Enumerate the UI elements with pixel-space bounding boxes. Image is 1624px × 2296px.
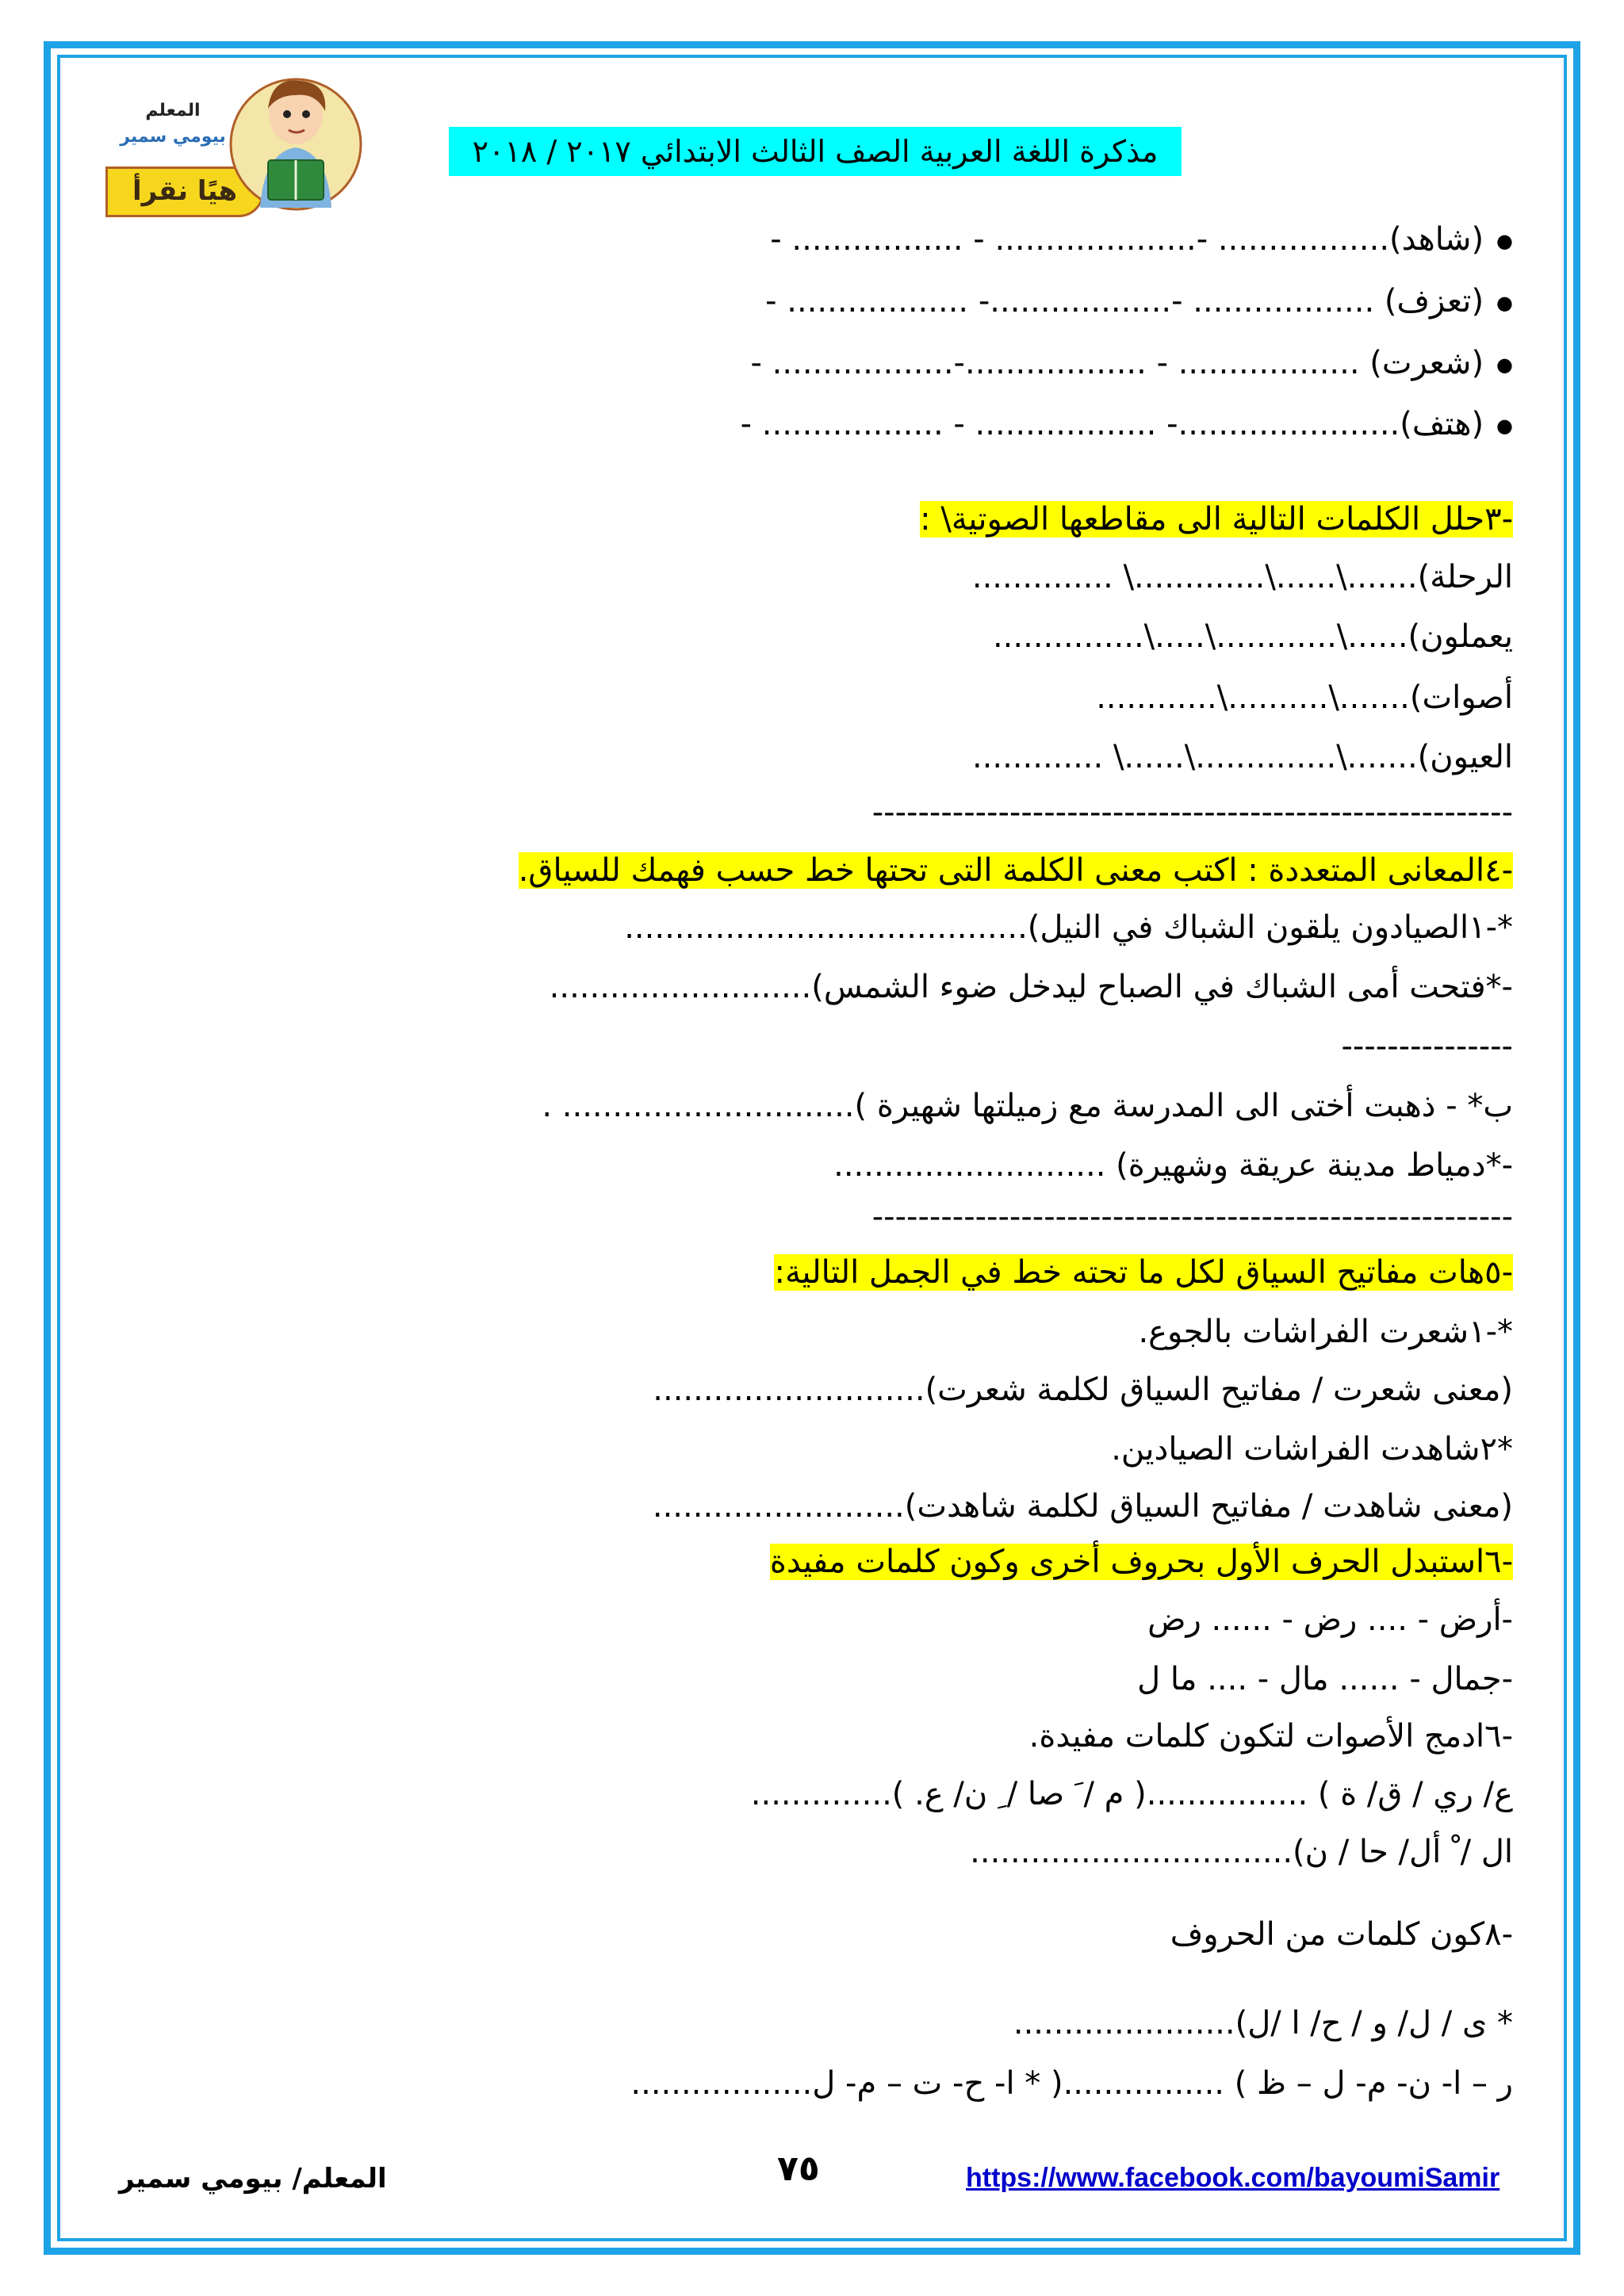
reading-boy-illustration xyxy=(228,65,363,224)
separator: --------------- xyxy=(1341,1028,1513,1065)
exercise-line: -٦ادمج الأصوات لتكون كلمات مفيدة. xyxy=(1028,1718,1513,1755)
exercise-line: ال / ْ أل/ حا / ن)................................ xyxy=(970,1834,1513,1870)
page-number: ٧٥ xyxy=(777,2149,820,2189)
syllable-line: أصوات).......\..........\............ xyxy=(1096,679,1513,716)
exercise-line: *-١الصيادون يلقون الشباك في النيل)........................................ xyxy=(624,909,1513,946)
page-title: مذكرة اللغة العربية الصف الثالث الابتدائي ٢٠١٧ / ٢٠١٨ xyxy=(449,127,1182,176)
exercise-line: -*دمياط مدينة عريقة وشهيرة) ........................... xyxy=(833,1147,1513,1184)
section-5-heading-text: -٥هات مفاتيح السياق لكل ما تحته خط في الجمل التالية: xyxy=(774,1254,1513,1291)
bullet-line: ● (شاهد)................. -.................... - ................. - xyxy=(770,216,1513,265)
exercise-line: -أرض - .... رض - ...... رض xyxy=(1147,1601,1513,1638)
exercise-line: (معنى شعرت / مفاتيح السياق لكلمة شعرت)........................... xyxy=(653,1372,1513,1408)
lets-read-badge: هيًا نقرأ xyxy=(105,166,264,217)
section-8-heading: -٨كون كلمات من الحروف xyxy=(1170,1916,1513,1953)
section-6-heading xyxy=(770,1538,1513,1586)
bullet-line: ● (شعرت) .................. - ..................-.................. - xyxy=(751,339,1513,388)
section-3-heading xyxy=(920,496,1513,543)
footer-teacher-name: المعلم/ بيومي سمير xyxy=(119,2163,387,2195)
separator: -------------------------------------------------------- xyxy=(871,1199,1513,1235)
teacher-logo xyxy=(102,65,363,232)
facebook-link[interactable]: https://www.facebook.com/bayoumiSamir xyxy=(966,2163,1500,2193)
exercise-line: -*فتحت أمى الشباك في الصباح ليدخل ضوء الشمس).......................... xyxy=(549,969,1513,1005)
exercise-line: (معنى شاهدت / مفاتيح السياق لكلمة شاهدت)......................... xyxy=(652,1488,1513,1525)
exercise-line: ع/ ري / ق/ ة ) ................( م / َ صا / ِ ن/ ع. ).............. xyxy=(750,1776,1513,1812)
section-3-heading-text: -٣حلل الكلمات التالية الى مقاطعها الصوتية\ : xyxy=(920,501,1513,538)
bullet-line: ● (تعزف) .................. -..................- .................. - xyxy=(765,277,1513,327)
exercise-line: * ى / ل/ و / ح/ ا /ل)...................... xyxy=(1013,2005,1513,2042)
section-4-heading-text: -٤المعانى المتعددة : اكتب معنى الكلمة التى تحتها خط حسب فهمك للسياق. xyxy=(518,852,1513,889)
exercise-line: ب* - ذهبت أختى الى المدرسة مع زميلتها شهيرة )............................. . xyxy=(542,1088,1513,1124)
teacher-label: المعلم xyxy=(145,101,201,121)
syllable-line: العيون).......\..............\......\ ............. xyxy=(971,739,1513,775)
teacher-name: بيومي سمير xyxy=(120,127,226,147)
section-6-heading-text: -٦استبدل الحرف الأول بحروف أخرى وكون كلمات مفيدة xyxy=(769,1544,1513,1580)
exercise-line: ر – ا- ن- م- ل – ظ ) ................( * ا- ح- ت – م- ل.................. xyxy=(630,2065,1513,2102)
separator: -------------------------------------------------------- xyxy=(871,794,1513,831)
exercise-line: *٢شاهدت الفراشات الصيادين. xyxy=(1111,1431,1513,1468)
exercise-line: -جمال - ...... مال - .... ما ل xyxy=(1137,1661,1513,1697)
syllable-line: يعملون)......\............\.....\............... xyxy=(992,618,1513,655)
syllable-line: الرحلة).......\......\.............\ .............. xyxy=(971,559,1513,595)
bullet-line: ● (هتف)......................- .................. - .................. - xyxy=(741,400,1513,450)
exercise-line: *-١شعرت الفراشات بالجوع. xyxy=(1138,1314,1513,1350)
section-4-heading xyxy=(519,847,1513,894)
section-5-heading xyxy=(774,1249,1513,1296)
